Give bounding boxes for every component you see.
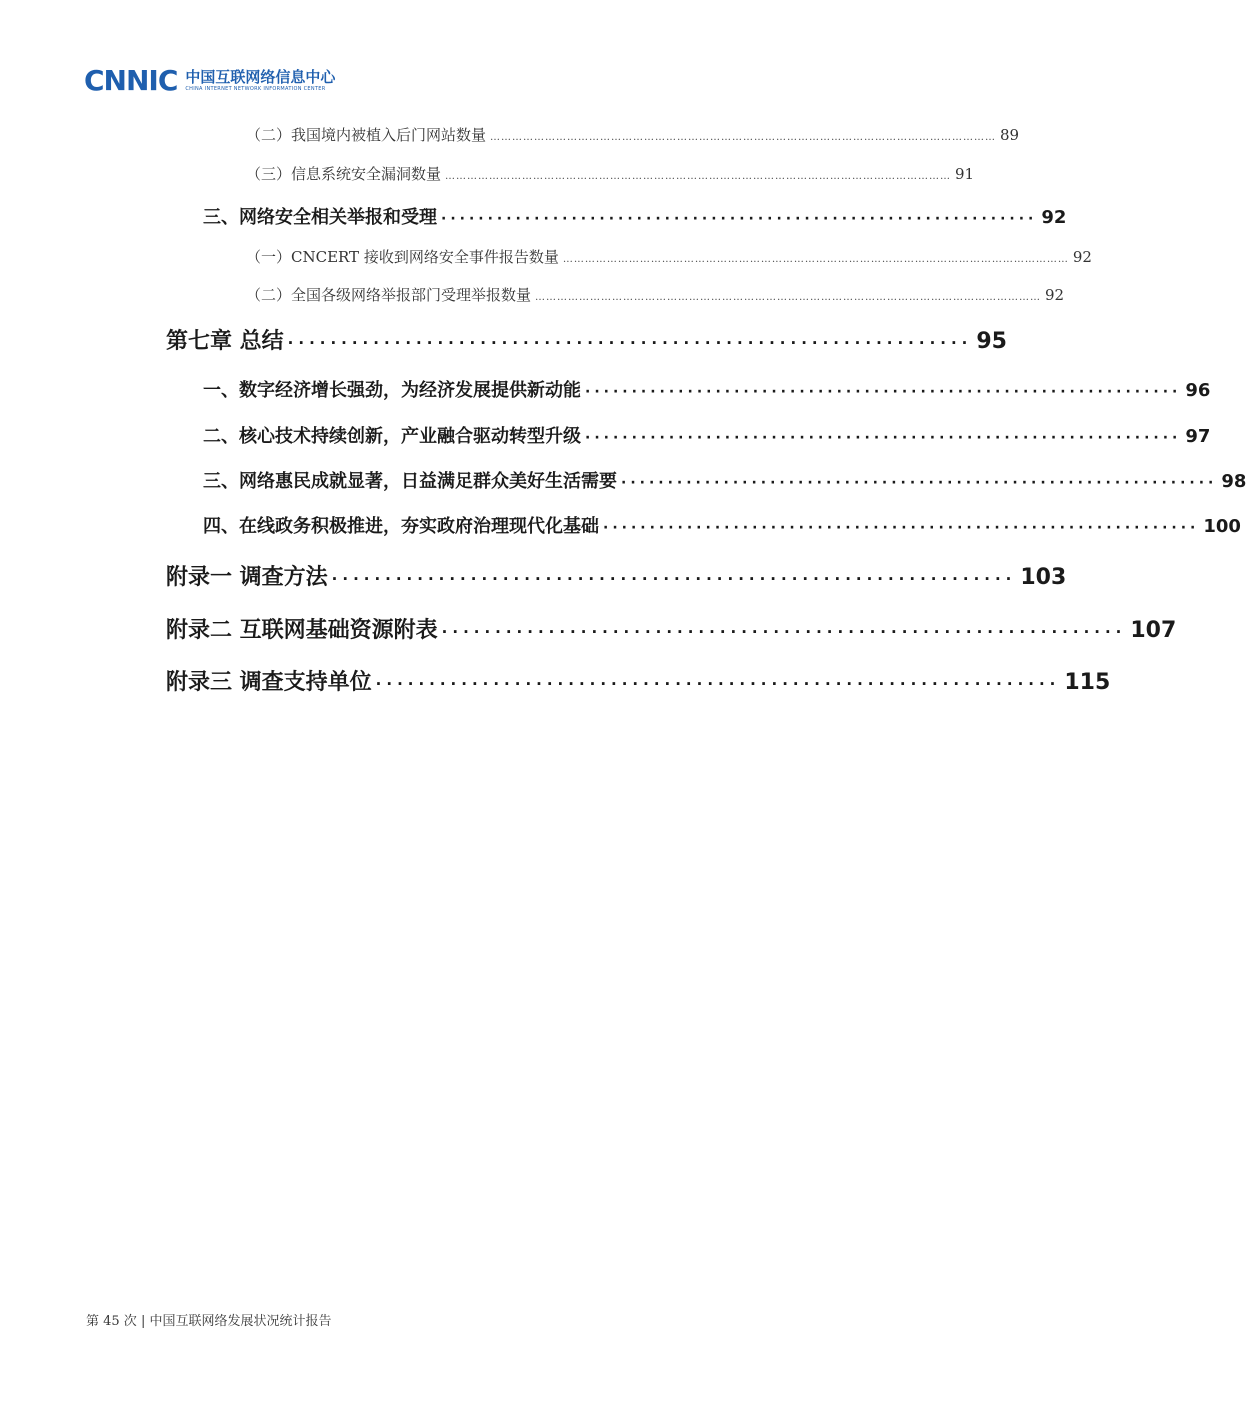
toc-entry[interactable]: [203, 203, 1067, 229]
toc-page-number: 98: [1221, 471, 1246, 492]
toc-dot-leader: …………………………………………………………………………………………………………………………: [490, 132, 997, 143]
toc-page-number: 96: [1185, 380, 1211, 401]
toc-page-number: 100: [1203, 516, 1241, 537]
toc-page-number: 91: [955, 165, 975, 183]
toc-entry[interactable]: [166, 665, 1111, 696]
page-footer: 第 45 次 | 中国互联网络发展状况统计报告: [86, 1314, 332, 1329]
toc-entry[interactable]: [246, 284, 1065, 305]
toc-entry[interactable]: [203, 422, 1211, 448]
toc-page-number: 89: [1000, 126, 1020, 144]
toc-entry[interactable]: [246, 124, 1020, 145]
toc-dot-leader: …………………………………………………………………………………………………………………………: [445, 171, 952, 182]
toc-dot-leader: ································································: [287, 334, 973, 352]
toc-entry-title: （三）信息系统安全漏洞数量: [246, 165, 442, 183]
toc-dot-leader: …………………………………………………………………………………………………………………………: [535, 292, 1042, 303]
logo-text: [185, 69, 335, 93]
logo-english-name: CHINA INTERNET NETWORK INFORMATION CENTER: [185, 85, 326, 92]
toc-page-number: 95: [976, 329, 1007, 354]
toc-dot-leader: ································································: [331, 570, 1017, 588]
toc-entry-title: 附录三 调查支持单位: [166, 670, 372, 695]
toc-page-number: 92: [1045, 286, 1065, 304]
toc-entry-title: 二、核心技术持续创新，产业融合驱动转型升级: [203, 426, 581, 447]
toc-entry[interactable]: [203, 376, 1211, 402]
toc-entry-title: 一、数字经济增长强劲，为经济发展提供新动能: [203, 380, 581, 401]
toc-entry-title: 四、在线政务积极推进，夯实政府治理现代化基础: [203, 516, 599, 537]
toc-dot-leader: ································································: [441, 211, 1038, 227]
cnnic-logo: [84, 64, 335, 97]
toc-entry[interactable]: [203, 512, 1241, 538]
toc-entry-title: 三、网络惠民成就显著，日益满足群众美好生活需要: [203, 471, 617, 492]
toc-entry-title: 三、网络安全相关举报和受理: [203, 207, 437, 228]
toc-page-number: 107: [1130, 618, 1177, 643]
toc-entry[interactable]: [166, 324, 1007, 355]
toc-entry-title: 附录一 调查方法: [166, 565, 328, 590]
toc-entry-title: 第七章 总结: [166, 329, 284, 354]
toc-page-number: 103: [1020, 565, 1067, 590]
toc-entry-title: （二）全国各级网络举报部门受理举报数量: [246, 286, 532, 304]
toc-dot-leader: ································································: [585, 430, 1182, 446]
toc-dot-leader: ································································: [603, 520, 1200, 536]
toc-entry[interactable]: [203, 467, 1246, 493]
toc-entry[interactable]: [166, 560, 1067, 591]
toc-entry[interactable]: [246, 246, 1092, 267]
toc-dot-leader: …………………………………………………………………………………………………………………………: [562, 254, 1069, 265]
toc-dot-leader: ································································: [585, 384, 1182, 400]
toc-dot-leader: ································································: [621, 475, 1218, 491]
toc-entry-title: （二）我国境内被植入后门网站数量: [246, 126, 487, 144]
toc-page-number: 92: [1072, 248, 1092, 266]
toc-entry[interactable]: [166, 613, 1177, 644]
toc-page-number: 115: [1064, 670, 1111, 695]
toc-page-number: 92: [1041, 207, 1067, 228]
toc-entry-title: 附录二 互联网基础资源附表: [166, 618, 438, 643]
logo-chinese-name: 中国互联网络信息中心: [185, 67, 336, 86]
toc-dot-leader: ································································: [441, 623, 1127, 641]
toc-entry-title: （一）CNCERT 接收到网络安全事件报告数量: [246, 248, 559, 266]
toc-page-number: 97: [1185, 426, 1211, 447]
toc-dot-leader: ································································: [375, 675, 1061, 693]
toc-entry[interactable]: [246, 163, 975, 184]
logo-mark: CNNIC: [84, 64, 178, 97]
